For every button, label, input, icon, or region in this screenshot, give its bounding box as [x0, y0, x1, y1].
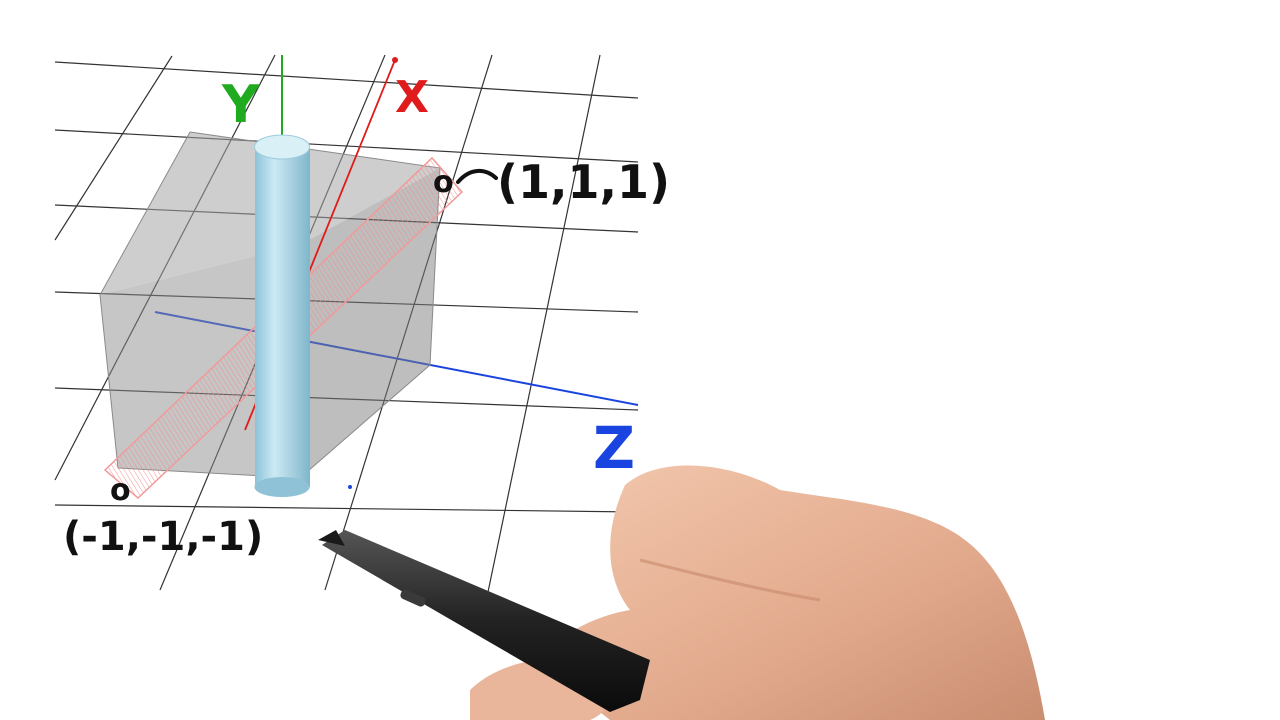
min-corner-label: (-1,-1,-1)	[63, 514, 264, 560]
max-corner-marker: o	[433, 165, 454, 200]
grid-line	[55, 62, 638, 98]
x-axis-tip	[392, 57, 398, 63]
drawing-hand-icon	[470, 466, 1045, 720]
grid-line	[55, 505, 638, 512]
z-axis-label: Z	[593, 414, 636, 482]
max-corner-label: (1,1,1)	[497, 155, 671, 209]
x-axis-label: X	[395, 72, 429, 123]
cylinder	[255, 135, 311, 497]
cylinder-top	[255, 135, 310, 159]
cylinder-body	[255, 147, 310, 487]
stray-dot	[348, 485, 352, 489]
cylinder-bottom	[255, 477, 310, 497]
y-axis-label: Y	[222, 75, 260, 135]
max-corner-connector	[458, 171, 496, 182]
min-corner-marker: o	[110, 473, 131, 508]
